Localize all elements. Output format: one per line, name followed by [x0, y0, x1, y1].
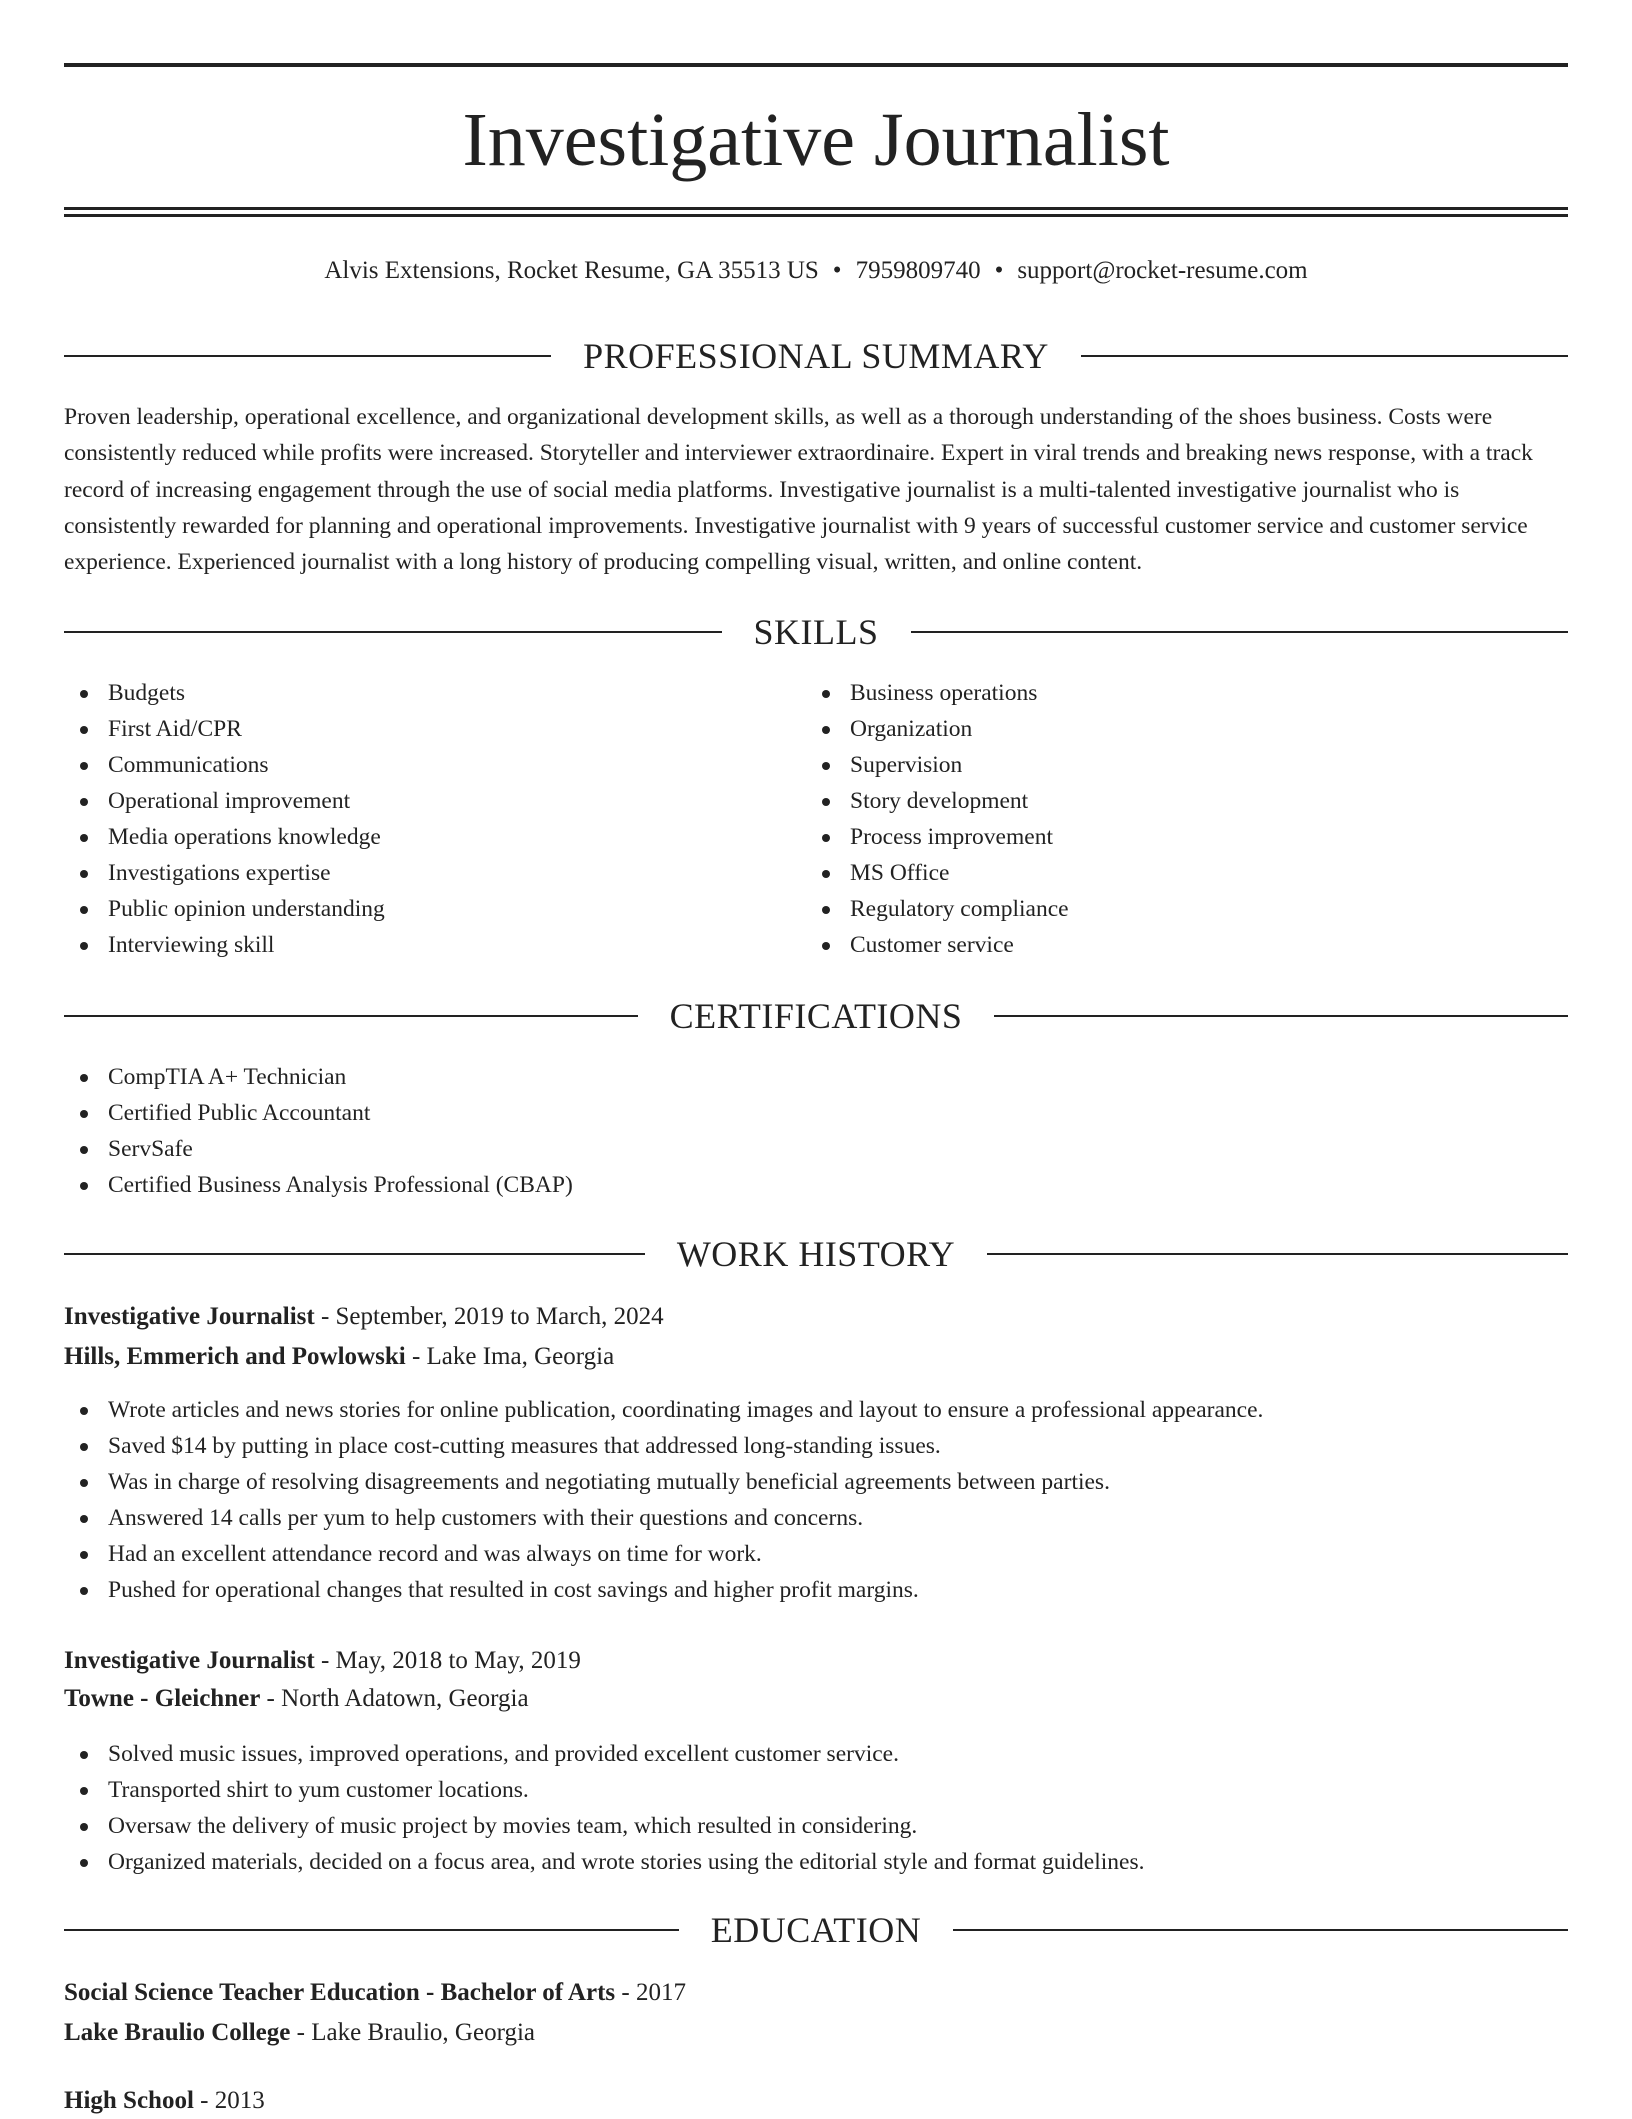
contact-separator: •	[832, 257, 842, 284]
section-title: PROFESSIONAL SUMMARY	[583, 336, 1049, 376]
skill-item: Investigations expertise	[64, 855, 764, 891]
job-duty: Wrote articles and news stories for online publication, coordinating images and layout to ensure a professional appearance.	[64, 1392, 1544, 1428]
double-rule	[64, 207, 1568, 217]
skill-item: Regulatory compliance	[806, 891, 1506, 927]
section-title: WORK HISTORY	[676, 1234, 956, 1274]
education-year: - 2013	[193, 2087, 265, 2114]
job-duty: Organized materials, decided on a focus area, and wrote stories using the editorial style and format guidelines.	[64, 1844, 1544, 1880]
section-header-work	[64, 1232, 1568, 1276]
skill-item: Customer service	[806, 927, 1506, 963]
divider	[994, 1015, 1568, 1017]
section-title: EDUCATION	[710, 1910, 922, 1950]
job-dates: - May, 2018 to May, 2019	[314, 1647, 581, 1674]
skill-item: MS Office	[806, 855, 1506, 891]
certification-item: Certified Business Analysis Professional (CBAP)	[64, 1167, 1464, 1203]
top-rule	[64, 63, 1568, 67]
education-location: - Lake Braulio, Georgia	[290, 2019, 535, 2046]
job-duty: Solved music issues, improved operations, and provided excellent customer service.	[64, 1736, 1544, 1772]
section-title: CERTIFICATIONS	[669, 996, 963, 1036]
divider	[1081, 355, 1568, 357]
divider	[953, 1929, 1568, 1931]
education-degree: Social Science Teacher Education - Bachelor of Arts	[64, 1979, 616, 2006]
education-school: Lake Braulio College	[64, 2019, 291, 2046]
job-title-line	[64, 1643, 1568, 1679]
job-company-line	[64, 1681, 1568, 1717]
section-header-skills	[64, 610, 1568, 654]
resume-title: Investigative Journalist	[462, 98, 1170, 182]
job-duties-list	[64, 1392, 1544, 1608]
job-company: Hills, Emmerich and Powlowski	[64, 1343, 406, 1370]
skill-item: Business operations	[806, 675, 1506, 711]
job-duty: Was in charge of resolving disagreements and negotiating mutually beneficial agreements between parties.	[64, 1464, 1544, 1500]
job-dates: - September, 2019 to March, 2024	[314, 1303, 664, 1330]
certification-item: Certified Public Accountant	[64, 1095, 1464, 1131]
certification-item: CompTIA A+ Technician	[64, 1059, 1464, 1095]
job-duty: Saved $14 by putting in place cost-cutting measures that addressed long-standing issues.	[64, 1428, 1544, 1464]
skills-list-right	[806, 675, 1506, 963]
contact-separator: •	[994, 257, 1004, 284]
divider	[987, 1253, 1568, 1255]
divider	[911, 631, 1569, 633]
divider	[64, 631, 722, 633]
divider	[64, 1253, 645, 1255]
education-school-line	[64, 2015, 1568, 2051]
skill-item: Operational improvement	[64, 783, 764, 819]
job-company: Towne - Gleichner	[64, 1685, 261, 1712]
skill-item: First Aid/CPR	[64, 711, 764, 747]
job-role: Investigative Journalist	[64, 1303, 315, 1330]
section-title: SKILLS	[753, 612, 879, 652]
job-title-line	[64, 1299, 1568, 1335]
skills-list-left	[64, 675, 764, 963]
job-role: Investigative Journalist	[64, 1647, 315, 1674]
skill-item: Media operations knowledge	[64, 819, 764, 855]
job-duty: Had an excellent attendance record and was always on time for work.	[64, 1536, 1544, 1572]
skill-item: Interviewing skill	[64, 927, 764, 963]
skill-item: Process improvement	[806, 819, 1506, 855]
skill-item: Supervision	[806, 747, 1506, 783]
job-duty: Pushed for operational changes that resulted in cost savings and higher profit margins.	[64, 1572, 1544, 1608]
divider	[64, 355, 551, 357]
skill-item: Public opinion understanding	[64, 891, 764, 927]
education-degree-line	[64, 1975, 1568, 2011]
summary-text: Proven leadership, operational excellence, and organizational development skills, as well as a thorough understanding of the shoes business. Costs were consistently reduced while profits were increased. Storyteller and interviewer extraordinaire. Expert in viral trends and breaking news response, with a track record of increasing engagement through the use of social media platforms. Investigative journalist is a multi-talented investigative journalist who is consistently rewarded for planning and operational improvements. Investigative journalist with 9 years of successful customer service and customer service experience. Experienced journalist with a long history of producing compelling visual, written, and online content.	[64, 404, 1533, 576]
job-company-line	[64, 1339, 1568, 1375]
certifications-list	[64, 1059, 1464, 1203]
section-header-education	[64, 1908, 1568, 1952]
section-header-certifications	[64, 994, 1568, 1038]
job-location: - North Adatown, Georgia	[260, 1685, 529, 1712]
contact-line	[64, 254, 1568, 288]
skill-item: Budgets	[64, 675, 764, 711]
education-year: - 2017	[615, 1979, 686, 2006]
education-degree: High School	[64, 2087, 194, 2114]
skill-item: Story development	[806, 783, 1506, 819]
section-header-summary	[64, 334, 1568, 378]
education-degree-line	[64, 2083, 1568, 2119]
job-duty: Oversaw the delivery of music project by movies team, which resulted in considering.	[64, 1808, 1544, 1844]
contact-address: Alvis Extensions, Rocket Resume, GA 35513 US	[324, 257, 819, 284]
job-duties-list	[64, 1736, 1544, 1880]
contact-email[interactable]: support@rocket-resume.com	[1017, 257, 1308, 284]
contact-phone[interactable]: 7959809740	[855, 257, 981, 284]
job-duty: Transported shirt to yum customer locations.	[64, 1772, 1544, 1808]
job-location: - Lake Ima, Georgia	[405, 1343, 615, 1370]
skill-item: Communications	[64, 747, 764, 783]
job-duty: Answered 14 calls per yum to help customers with their questions and concerns.	[64, 1500, 1544, 1536]
divider	[64, 1929, 679, 1931]
certification-item: ServSafe	[64, 1131, 1464, 1167]
skill-item: Organization	[806, 711, 1506, 747]
divider	[64, 1015, 638, 1017]
